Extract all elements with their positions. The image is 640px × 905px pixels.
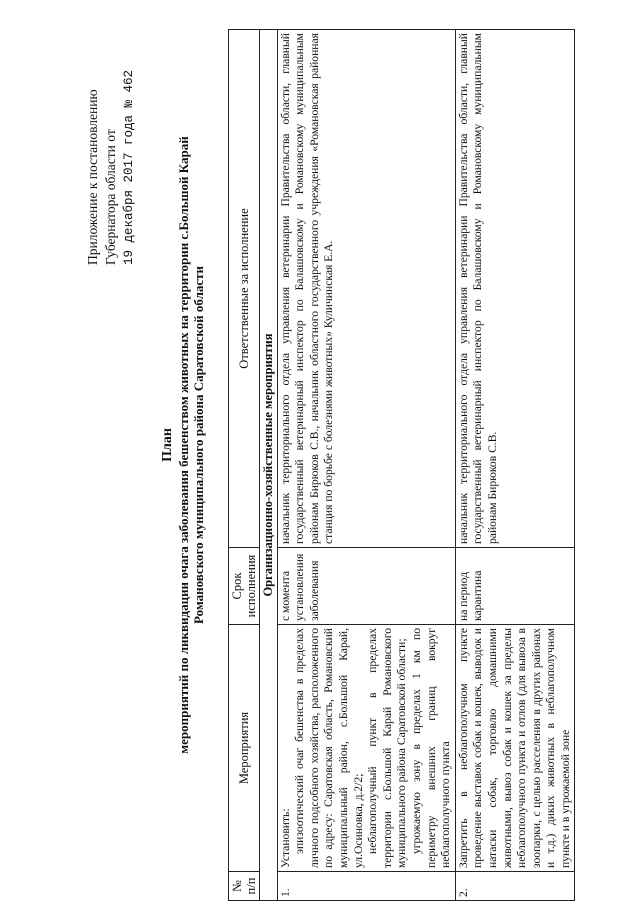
section-row — [260, 30, 278, 901]
row-activity — [455, 625, 575, 872]
appendix-note — [84, 25, 138, 265]
activity-paragraph: угрожаемую зону в пределах 1 км по периметру внешних границ вокруг неблагополучного пункта — [409, 628, 453, 868]
activity-intro: Установить: — [278, 808, 292, 868]
row-activity — [277, 625, 455, 872]
table-row — [277, 30, 455, 901]
table-row — [455, 30, 575, 901]
row-responsible: начальник территориального отдела управления ветеринарии Правительства области, главный государственный ветеринарный инспектор по Балашовскому и Романовскому муниципальным районам Бирюков С.В., начальник областного государственного учреждения «Романовская районная станция по борьбе с болезнями животных» Куличинская Е.А. — [277, 30, 455, 548]
row-number: 2. — [455, 872, 575, 901]
heading-plan: План — [160, 428, 175, 462]
activity-paragraph: неблагополучный пункт в пределах территории с.Большой Карай Романовского муниципального района Саратовской области; — [366, 628, 409, 868]
header-activities: Мероприятия — [229, 625, 260, 872]
activity-paragraph: эпизоотический очаг бешенства в пределах личного подсобного хозяйства, расположенного по адресу: Саратовская область, Романовский муниципальный район, с.Большой Карай, ул.Осиновка, д.2/2; — [293, 628, 365, 868]
header-responsible: Ответственные за исполнение — [229, 30, 260, 548]
row-term: с момента установления заболевания — [277, 548, 455, 625]
activities-table — [228, 29, 575, 901]
row-number: 1. — [277, 872, 455, 901]
row-responsible: начальник территориального отдела управления ветеринарии Правительства области, главный государственный ветеринарный инспектор по Балашовскому и Романовскому муниципальным районам Бирюков С.В. — [455, 30, 575, 548]
heading-line-1: мероприятий по ликвидации очага заболевания бешенством животных на территории с.Большой Карай — [176, 136, 191, 754]
activity-paragraph: Запретить в неблагополучном пункте проведение выставок собак и кошек, выводок и натаски собак, торговлю домашними животными, вывоз собак и кошек за пределы неблагополучного пункта и отлов (для вывоза в зоопарки, с целью расселения в других районах и т.д.) диких животных в неблагополучном пункте и в угрожаемой зоне — [456, 628, 572, 868]
header-num: № п/п — [229, 872, 260, 901]
row-term: на период карантина — [455, 548, 575, 625]
appendix-line-1: Приложение к постановлению — [85, 89, 100, 265]
table-header-row — [229, 30, 260, 901]
appendix-line-3: 19 декабря 2017 года № 462 — [122, 69, 136, 265]
document-heading — [160, 45, 206, 845]
appendix-line-2: Губернатора области от — [103, 129, 118, 265]
header-term: Срок исполнения — [229, 548, 260, 625]
section-title: Организационно-хозяйственные мероприятия — [260, 30, 278, 901]
heading-line-2: Романовского муниципального района Саратовской области — [191, 265, 206, 625]
